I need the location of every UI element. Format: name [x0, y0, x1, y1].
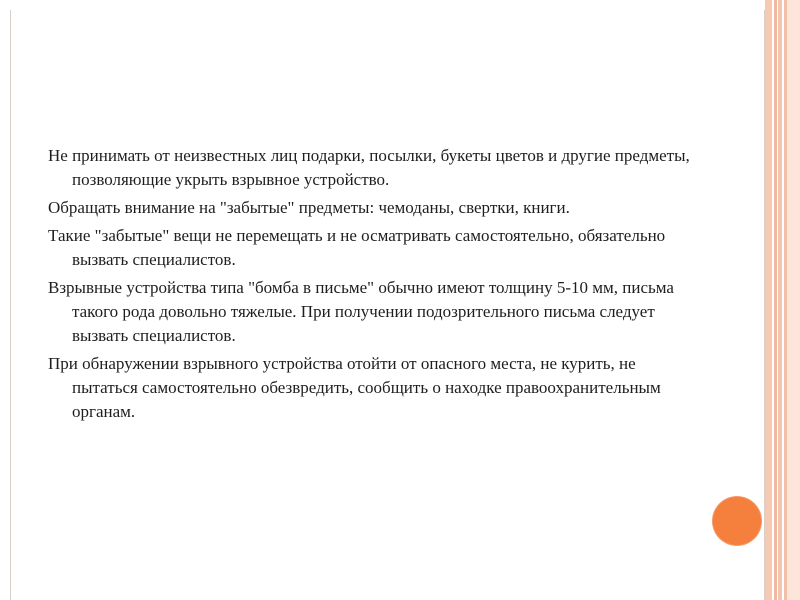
slide-body	[48, 144, 698, 428]
paragraph: Такие "забытые" вещи не перемещать и не осматривать самостоятельно, обязательно вызвать специалистов.	[48, 226, 666, 269]
paragraph: Не принимать от неизвестных лиц подарки, посылки, букеты цветов и другие предметы, позволяющие укрыть взрывное устройство.	[48, 146, 690, 189]
decorative-stripe	[787, 0, 800, 600]
decorative-circle-icon	[713, 497, 761, 545]
paragraph: Взрывные устройства типа "бомба в письме" обычно имеют толщину 5-10 мм, письма такого рода довольно тяжелые. При получении подозрительного письма следует вызвать специалистов.	[48, 278, 674, 345]
paragraph: Обращать внимание на "забытые" предметы: чемоданы, свертки, книги.	[48, 198, 570, 217]
paragraph: При обнаружении взрывного устройства отойти от опасного места, не курить, не пытаться самостоятельно обезвредить, сообщить о находке правоохранительным органам.	[48, 354, 661, 421]
decorative-stripe	[765, 0, 772, 600]
